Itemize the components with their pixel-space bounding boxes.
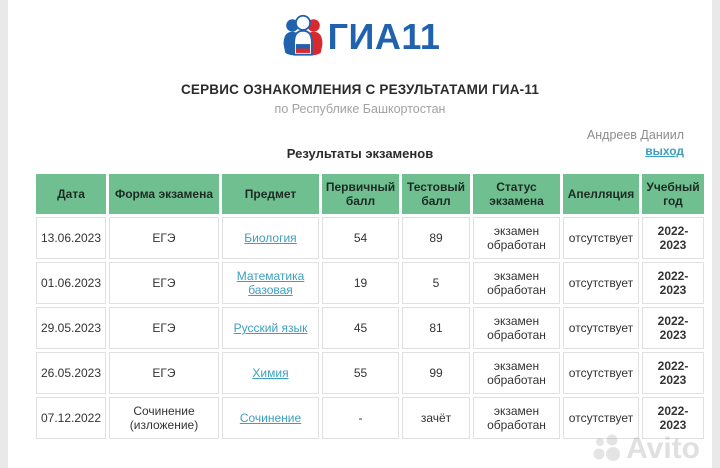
table-row (36, 262, 704, 304)
user-block (587, 128, 684, 160)
primary-score-cell: 45 (322, 307, 399, 349)
results-section-title: Результаты экзаменов (286, 146, 434, 161)
user-name: Андреев Даниил (586, 128, 684, 142)
subject-link[interactable]: Сочинение (239, 411, 302, 425)
primary-score-cell: 55 (322, 352, 399, 394)
subject-cell (222, 352, 319, 394)
status-cell: экзамен обработан (473, 352, 560, 394)
date-cell: 07.12.2022 (36, 397, 106, 439)
subject-cell (222, 262, 319, 304)
appeal-cell: отсутствует (563, 397, 639, 439)
subject-link[interactable]: Математика базовая (236, 269, 305, 297)
gia-logo-text: ГИА11 (327, 16, 441, 57)
year-cell: 2022-2023 (642, 352, 704, 394)
col-header-date: Дата (36, 174, 106, 214)
avito-watermark-text: Avito (626, 432, 700, 465)
test-score-cell: зачёт (402, 397, 470, 439)
service-title: СЕРВИС ОЗНАКОМЛЕНИЯ С РЕЗУЛЬТАТАМИ ГИА-11 (180, 82, 540, 97)
table-header-row (36, 174, 704, 214)
exam-form-cell: Сочинение (изложение) (109, 397, 219, 439)
col-header-school-year: Учебный год (642, 174, 704, 214)
table-row (36, 397, 704, 439)
date-cell: 29.05.2023 (36, 307, 106, 349)
subject-cell (222, 307, 319, 349)
test-score-cell: 89 (402, 217, 470, 259)
status-cell: экзамен обработан (473, 217, 560, 259)
test-score-cell: 5 (402, 262, 470, 304)
exam-form-cell: ЕГЭ (109, 352, 219, 394)
test-score-cell: 99 (402, 352, 470, 394)
col-header-primary-score: Первичный балл (322, 174, 399, 214)
gia-people-icon (280, 14, 326, 60)
subject-link[interactable]: Биология (244, 231, 297, 245)
status-cell: экзамен обработан (473, 397, 560, 439)
logout-link[interactable]: выход (645, 144, 684, 158)
status-cell: экзамен обработан (473, 262, 560, 304)
appeal-cell: отсутствует (563, 352, 639, 394)
year-cell: 2022-2023 (642, 307, 704, 349)
test-score-cell: 81 (402, 307, 470, 349)
exam-form-cell: ЕГЭ (109, 307, 219, 349)
exam-form-cell: ЕГЭ (109, 217, 219, 259)
col-header-subject: Предмет (222, 174, 319, 214)
date-cell: 13.06.2023 (36, 217, 106, 259)
primary-score-cell: - (322, 397, 399, 439)
appeal-cell: отсутствует (563, 307, 639, 349)
col-header-exam-form: Форма экзамена (109, 174, 219, 214)
service-subtitle: по Республике Башкортостан (274, 102, 446, 116)
results-table (33, 171, 707, 442)
exam-form-cell: ЕГЭ (109, 262, 219, 304)
table-row (36, 307, 704, 349)
col-header-exam-status: Статус экзамена (473, 174, 560, 214)
gia-logo (8, 0, 712, 60)
primary-score-cell: 19 (322, 262, 399, 304)
table-row (36, 352, 704, 394)
subject-cell (222, 397, 319, 439)
year-cell: 2022-2023 (642, 262, 704, 304)
year-cell: 2022-2023 (642, 217, 704, 259)
year-cell: 2022-2023 (642, 397, 704, 439)
subject-link[interactable]: Химия (252, 366, 289, 380)
subject-cell (222, 217, 319, 259)
subject-link[interactable]: Русский язык (233, 321, 308, 335)
date-cell: 01.06.2023 (36, 262, 106, 304)
status-cell: экзамен обработан (473, 307, 560, 349)
appeal-cell: отсутствует (563, 262, 639, 304)
page (8, 0, 712, 468)
col-header-test-score: Тестовый балл (402, 174, 470, 214)
appeal-cell: отсутствует (563, 217, 639, 259)
table-row (36, 217, 704, 259)
date-cell: 26.05.2023 (36, 352, 106, 394)
col-header-appeal: Апелляция (563, 174, 639, 214)
primary-score-cell: 54 (322, 217, 399, 259)
